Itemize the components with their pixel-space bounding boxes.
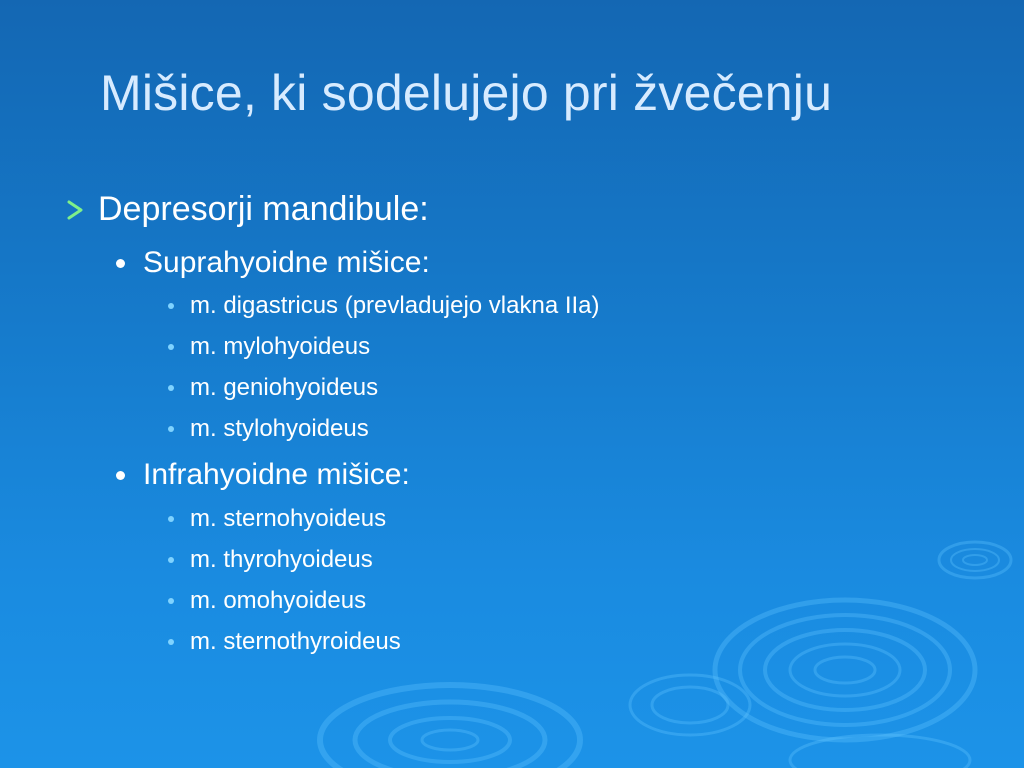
bullet-level2-infrahyoidne bbox=[116, 458, 410, 492]
round-bullet-icon bbox=[116, 471, 125, 480]
list-item-text: m. digastricus (prevladujejo vlakna IIa) bbox=[190, 292, 600, 319]
small-bullet-icon bbox=[168, 385, 174, 391]
small-bullet-icon bbox=[168, 303, 174, 309]
list-item-text: m. sternohyoideus bbox=[190, 505, 387, 532]
list-item bbox=[168, 587, 366, 615]
bullet-level2-suprahyoidne bbox=[116, 246, 430, 280]
arrow-bullet-icon bbox=[64, 199, 98, 221]
list-item-text: m. sternothyroideus bbox=[190, 628, 401, 655]
small-bullet-icon bbox=[168, 426, 174, 432]
list-item bbox=[168, 546, 373, 574]
small-bullet-icon bbox=[168, 557, 174, 563]
round-bullet-icon bbox=[116, 259, 125, 268]
group-label: Suprahyoidne mišice: bbox=[143, 246, 430, 279]
list-item bbox=[168, 333, 370, 361]
small-bullet-icon bbox=[168, 639, 174, 645]
small-bullet-icon bbox=[168, 598, 174, 604]
list-item-text: m. omohyoideus bbox=[190, 587, 367, 614]
list-item-text: m. mylohyoideus bbox=[190, 333, 371, 360]
list-item bbox=[168, 374, 378, 402]
list-item-text: m. stylohyoideus bbox=[190, 415, 369, 442]
slide-title: Mišice, ki sodelujejo pri žvečenju bbox=[100, 65, 833, 121]
list-item-text: m. geniohyoideus bbox=[190, 374, 379, 401]
bullet-level1-depresorji bbox=[64, 190, 429, 229]
list-item bbox=[168, 292, 600, 320]
small-bullet-icon bbox=[168, 516, 174, 522]
list-item bbox=[168, 505, 386, 533]
bullet-level1-text: Depresorji mandibule: bbox=[98, 190, 429, 228]
small-bullet-icon bbox=[168, 344, 174, 350]
list-item-text: m. thyrohyoideus bbox=[190, 546, 373, 573]
list-item bbox=[168, 415, 369, 443]
group-label: Infrahyoidne mišice: bbox=[143, 458, 410, 491]
list-item bbox=[168, 628, 401, 656]
